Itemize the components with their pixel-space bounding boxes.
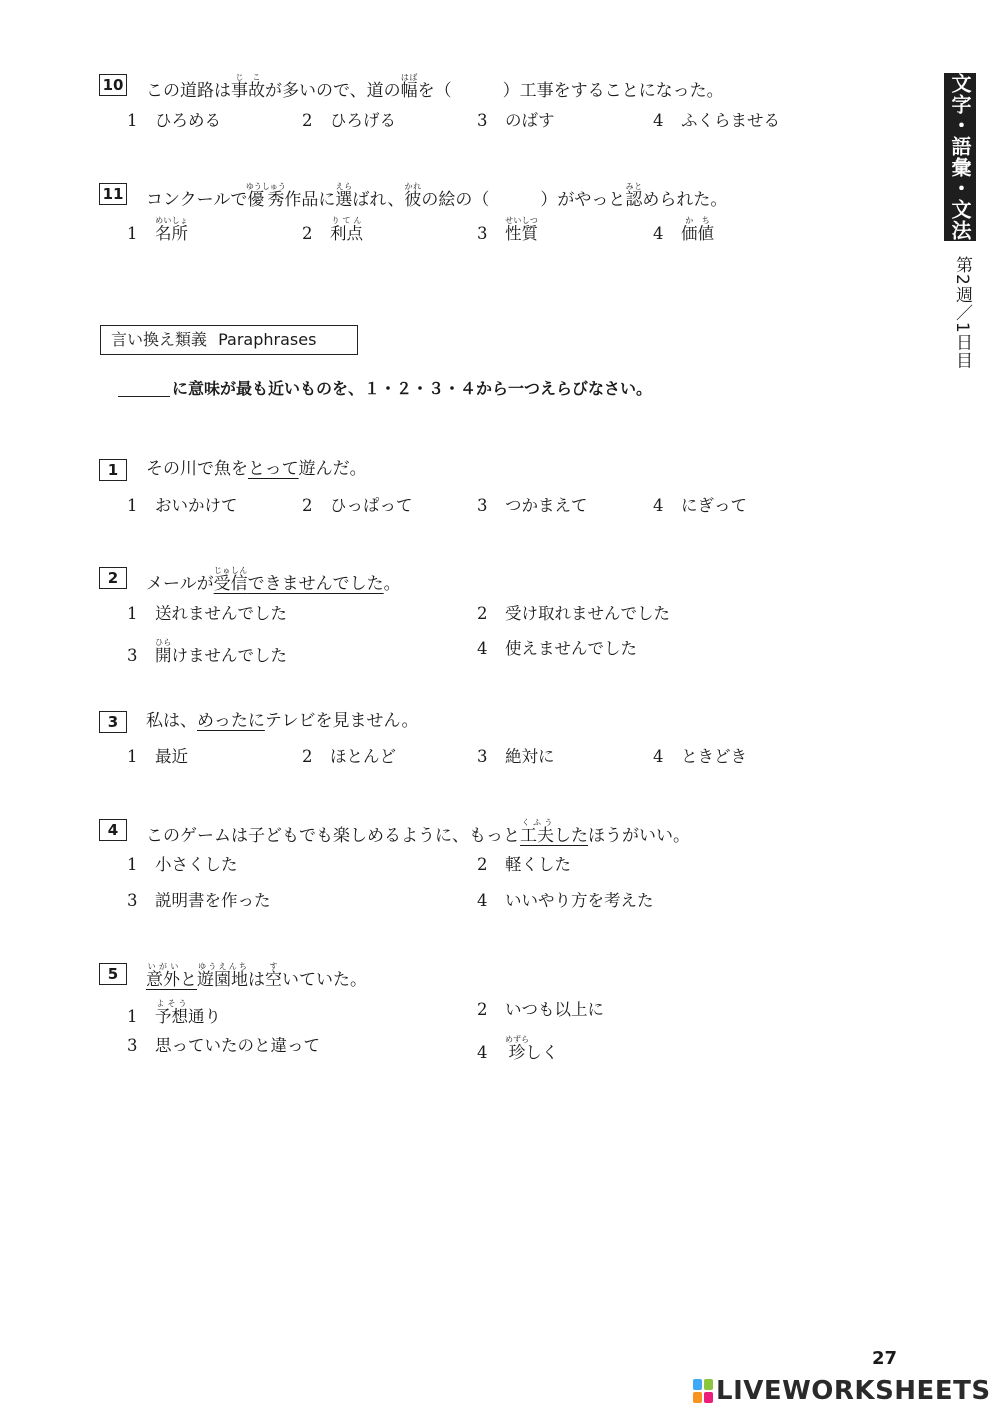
underline-marker [118,396,170,397]
question-text-p4: このゲームは子どもでも楽しめるように、もっと工夫くふうしたほうがいい。 [146,818,690,846]
question-text-p2: メールが受信じゅしんできませんでした。 [146,566,401,594]
option-p4-3[interactable]: 3 説明書を作った [127,891,271,910]
underlined-target: 工夫くふう [520,818,554,846]
option-11-2[interactable]: 2 利点りてん [302,216,363,243]
question-number-p1: 1 [99,459,127,481]
option-10-4[interactable]: 4 ふくらませる [653,111,780,130]
question-number-11: 11 [99,183,127,205]
option-11-1[interactable]: 1 名所めいしょ [127,216,188,243]
option-p1-4[interactable]: 4 にぎって [653,496,747,515]
underlined-target: とって [248,459,299,479]
option-p3-2[interactable]: 2 ほとんど [302,747,396,766]
question-text-p1: その川で魚をとって遊んだ。 [146,459,367,479]
option-11-4[interactable]: 4 価値かち [653,216,714,243]
logo-mark-icon [693,1379,713,1403]
option-10-1[interactable]: 1 ひろめる [127,111,221,130]
option-p1-2[interactable]: 2 ひっぱって [302,496,413,515]
option-p3-4[interactable]: 4 ときどき [653,747,747,766]
option-p4-4[interactable]: 4 いいやり方を考えた [477,891,654,910]
option-p5-1[interactable]: 1 予想よそう通り [127,999,221,1026]
question-number-p3: 3 [99,711,127,733]
week-day-label: 第2週／1日目 [952,256,972,370]
underlined-target: 受信じゅしん [213,566,248,594]
underlined-target: できませんでした [247,574,384,594]
liveworksheets-logo [693,1376,991,1406]
option-p2-4[interactable]: 4 使えませんでした [477,639,637,658]
instruction-text: に意味が最も近いものを、１・２・３・４から一つえらびなさい。 [172,379,653,398]
question-number-p5: 5 [99,963,127,985]
underlined-target: 意外いがい [146,962,180,990]
section-title-en: Paraphrases [218,330,317,349]
option-p2-1[interactable]: 1 送れませんでした [127,604,287,623]
question-number-10: 10 [99,74,127,96]
underlined-target: した [554,826,588,846]
option-p1-1[interactable]: 1 おいかけて [127,496,238,515]
question-number-p2: 2 [99,567,127,589]
logo-text: LIVEWORKSHEETS [716,1376,991,1406]
question-text-p5: 意外いがいと遊園地ゆうえんちは空すいていた。 [146,962,367,990]
option-10-3[interactable]: 3 のばす [477,111,555,130]
option-p2-2[interactable]: 2 受け取れませんでした [477,604,670,623]
question-number-p4: 4 [99,819,127,841]
instruction [118,378,652,400]
option-p3-3[interactable]: 3 絶対に [477,747,555,766]
underlined-target: と [180,970,197,990]
question-text-11: コンクールで優秀ゆうしゅう作品に選えらばれ、彼かれの絵の（ ）がやっと認みとめられた。 [146,182,728,210]
section-title: 言い換え類義 [111,330,208,349]
option-p4-2[interactable]: 2 軽くした [477,855,571,874]
option-10-2[interactable]: 2 ひろげる [302,111,396,130]
question-text-p3: 私は、めったにテレビを見ません。 [146,711,419,731]
underlined-target: めったに [197,711,265,731]
option-p5-4[interactable]: 4 珍めずらしく [477,1035,559,1062]
option-p5-3[interactable]: 3 思っていたのと違って [127,1036,320,1055]
option-p3-1[interactable]: 1 最近 [127,747,188,766]
page-number: 27 [872,1348,898,1369]
section-header [100,325,358,355]
category-tab: 文字・語彙・文法 [944,73,976,241]
option-p5-2[interactable]: 2 いつも以上に [477,1000,604,1019]
option-p4-1[interactable]: 1 小さくした [127,855,238,874]
option-p1-3[interactable]: 3 つかまえて [477,496,588,515]
question-text-10: この道路は事故じこが多いので、道の幅はばを（ ）工事をすることになった。 [146,73,724,101]
option-p2-3[interactable]: 3 開ひらけませんでした [127,638,287,665]
option-11-3[interactable]: 3 性質せいしつ [477,216,538,243]
